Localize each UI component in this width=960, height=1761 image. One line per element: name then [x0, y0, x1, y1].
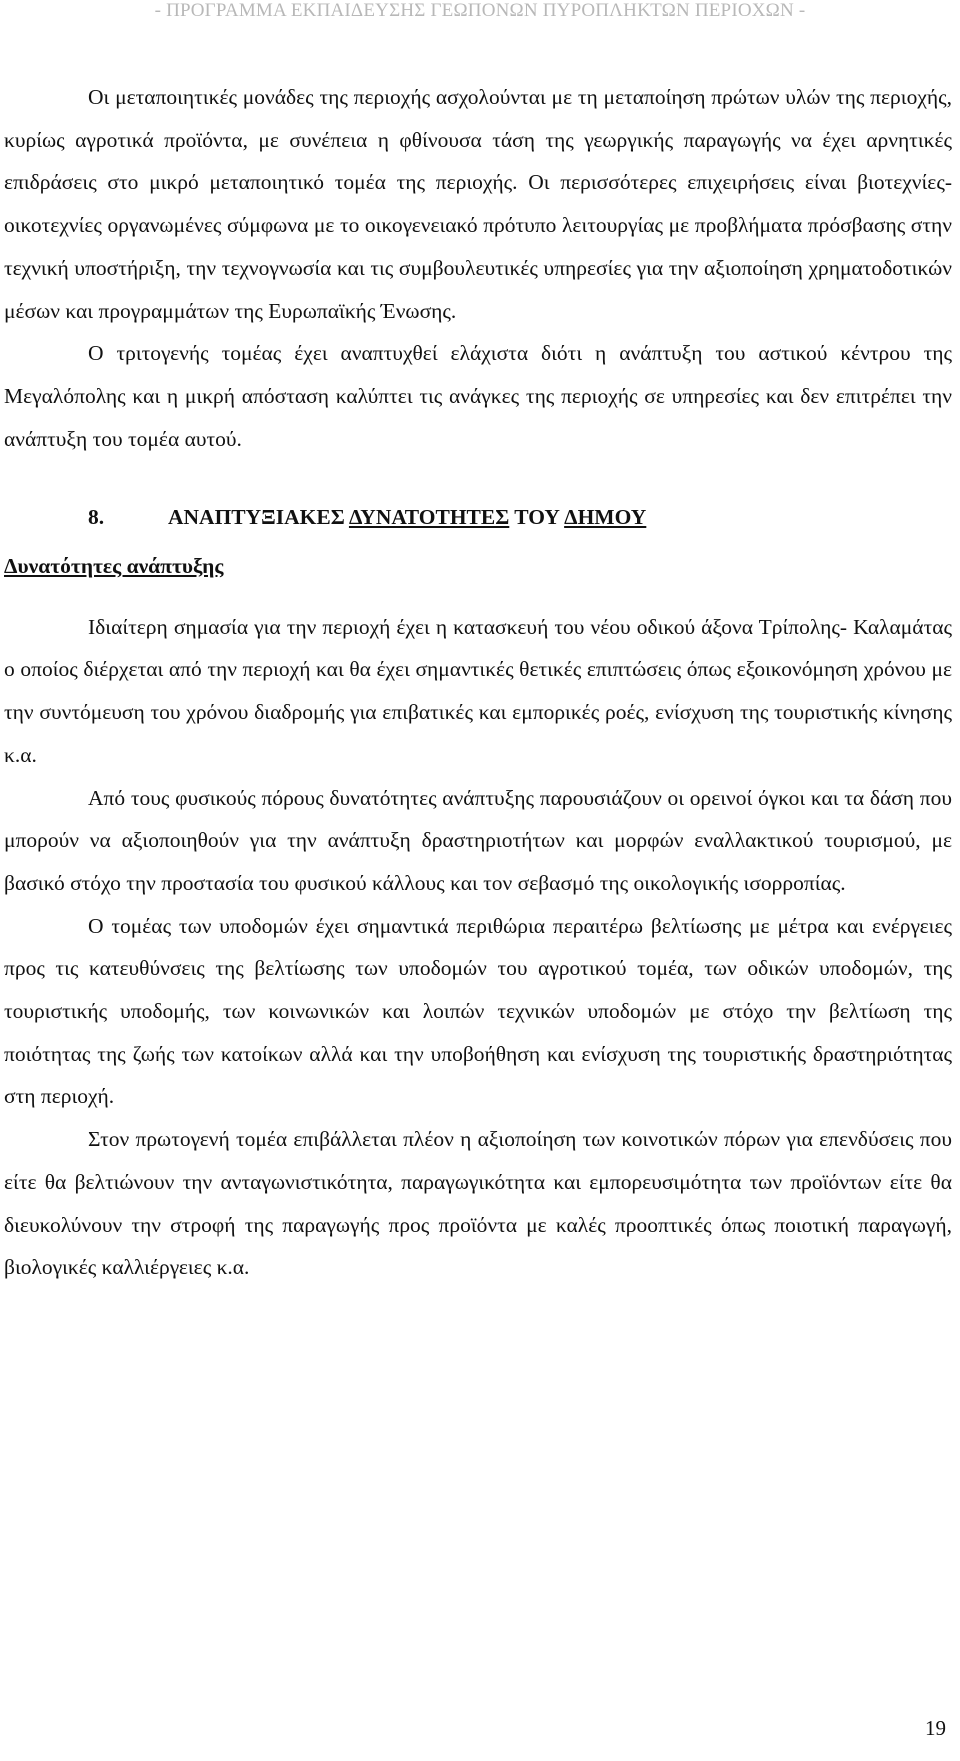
- page-number: 19: [925, 1716, 946, 1740]
- paragraph-tertiary-sector: Ο τριτογενής τομέας έχει αναπτυχθεί ελάχιστα διότι η ανάπτυξη του αστικού κέντρου της Μεγαλόπολης και η μικρή απόσταση καλύπτει τις ανάγκες της περιοχής σε υπηρεσίες και δεν επιτρέπει την ανάπτυξη του τομέα αυτού.: [4, 341, 952, 451]
- paragraph-manufacturing: Οι μεταποιητικές μονάδες της περιοχής ασχολούνται με τη μεταποίηση πρώτων υλών της περιοχής, κυρίως αγροτικά προϊόντα, με συνέπεια η φθίνουσα τάση της γεωργικής παραγωγής να έχει αρνητικές επιδράσεις στο μικρό μεταποιητικό τομέα της περιοχής. Οι περισσότερες επιχειρήσεις είναι βιοτεχνίες-οικοτεχνίες οργανωμένες σύμφωνα με το οικογενειακό πρότυπο λειτουργίας με προβλήματα πρόσβασης στην τεχνική υποστήριξη, την τεχνογνωσία και τις συμβουλευτικές υπηρεσίες για την αξιοποίηση χρηματοδοτικών μέσων και προγραμμάτων της Ευρωπαϊκής Ένωσης.: [4, 85, 952, 323]
- paragraph-natural-resources: Από τους φυσικούς πόρους δυνατότητες ανάπτυξης παρουσιάζουν οι ορεινοί όγκοι και τα δάση που μπορούν να αξιοποιηθούν για την ανάπτυξη δραστηριοτήτων και μορφών εναλλακτικού τουρισμού, με βασικό στόχο την προστασία του φυσικού κάλλους και τον σεβασμό της οικολογικής ισορροπίας.: [4, 785, 952, 895]
- running-header: - ΠΡΟΓΡΑΜΜΑ ΕΚΠΑΙΔΕΥΣΗΣ ΓΕΩΠΟΝΩΝ ΠΥΡΟΠΛΗΚΤΩΝ ΠΕΡΙΟΧΩΝ -: [154, 0, 806, 21]
- section-title-part1: ΑΝΑΠΤΥΞΙΑΚΕΣ: [168, 505, 349, 530]
- spacer: [4, 588, 952, 606]
- section-title-part4: ΔΗΜΟΥ: [564, 505, 647, 530]
- paragraph-infrastructure: Ο τομέας των υποδομών έχει σημαντικά περιθώρια περαιτέρω βελτίωσης με μέτρα και ενέργειες προς τις κατευθύνσεις της βελτίωσης των υποδομών του αγροτικού τομέα, των οδικών υποδομών, της τουριστικής υποδομής, των κοινωνικών και λοιπών τεχνικών υποδομών με στόχο την βελτίωση της ποιότητας της ζωής των κατοίκων αλλά και την υποβοήθηση και ενίσχυση της τουριστικής δραστηριότητας στη περιοχή.: [4, 913, 952, 1109]
- paragraph-primary-sector: Στον πρωτογενή τομέα επιβάλλεται πλέον η αξιοποίηση των κοινοτικών πόρων για επενδύσεις που είτε θα βελτιώνουν την ανταγωνιστικότητα, παραγωγικότητα και εμπορευσιμότητα των προϊόντων είτε θα διευκολύνουν την στροφή της παραγωγής προς προϊόντα με καλές προοπτικές όπως ποιοτική παραγωγή, βιολογικές καλλιέργειες κ.α.: [4, 1127, 952, 1280]
- section-heading: [4, 496, 952, 539]
- section-title-part2: ΔΥΝΑΤΟΤΗΤΕΣ: [348, 505, 510, 530]
- subheading: Δυνατότητες ανάπτυξης: [4, 554, 224, 579]
- section-number: 8.: [88, 505, 105, 530]
- paragraph-road-axis: Ιδιαίτερη σημασία για την περιοχή έχει η κατασκευή του νέου οδικού άξονα Τρίπολης- Καλαμάτας ο οποίος διέρχεται από την περιοχή και θα έχει σημαντικές θετικές επιπτώσεις όπως εξοικονόμηση χρόνου με την συντόμευση του χρόνου διαδρομής για επιβατικές και εμπορικές ροές, ενίσχυση της τουριστικής κίνησης κ.α.: [4, 614, 952, 767]
- page-body: [4, 76, 952, 1289]
- section-title-part3: ΤΟΥ: [509, 505, 565, 530]
